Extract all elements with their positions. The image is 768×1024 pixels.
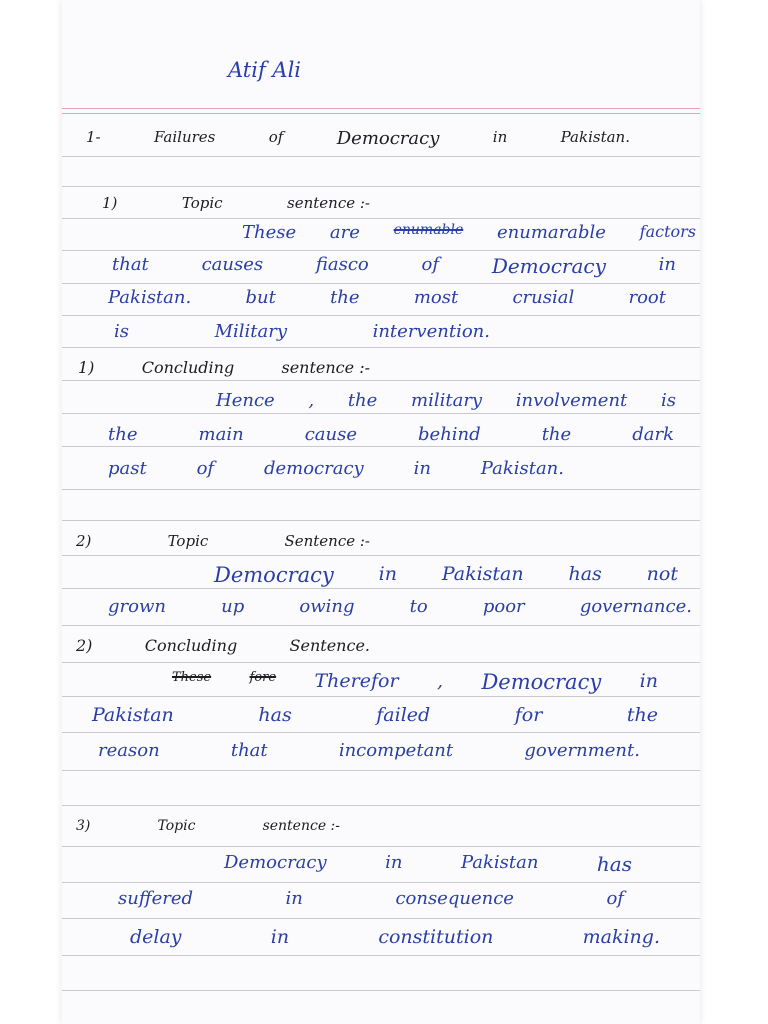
word: the [330, 287, 360, 308]
ruled-line [62, 770, 700, 771]
label-number: 2) [76, 532, 92, 550]
word: of [606, 888, 624, 909]
word: Democracy [214, 563, 334, 587]
word: but [245, 287, 276, 308]
ruled-line [62, 662, 700, 663]
header-rule [62, 108, 700, 109]
word: root [628, 287, 666, 308]
word: of [421, 254, 440, 275]
word: Pakistan [441, 563, 524, 585]
word: Pakistan. [480, 458, 564, 479]
word: that [112, 254, 149, 275]
word: causes [201, 254, 264, 275]
topic-1-line-4 [62, 321, 700, 342]
concluding-label-1 [62, 358, 700, 377]
word: government. [524, 740, 640, 761]
ruled-line [62, 186, 700, 187]
ruled-line [62, 489, 700, 490]
heading-word: Democracy [336, 128, 440, 149]
label-word: sentence :- [281, 358, 370, 377]
ruled-line [62, 315, 700, 316]
word: not [646, 563, 678, 585]
topic-label-3 [62, 818, 700, 834]
word: , [308, 390, 315, 411]
word: Democracy [224, 852, 327, 873]
ruled-line [62, 555, 700, 556]
label-word: Topic [157, 818, 196, 834]
ruled-line [62, 846, 700, 847]
word: owing [299, 596, 355, 617]
word: governance. [579, 596, 692, 617]
word: most [413, 287, 459, 308]
word: , [436, 670, 444, 692]
word: is [660, 390, 676, 411]
heading-word: in [492, 128, 508, 146]
word: in [270, 926, 290, 948]
word: the [347, 390, 378, 411]
word: Pakistan [92, 704, 174, 726]
topic-label-1 [62, 194, 700, 212]
heading-word: of [268, 128, 284, 146]
topic-label-2 [62, 532, 700, 550]
word: democracy [263, 458, 364, 479]
word: dark [632, 424, 674, 445]
essay-heading [62, 128, 700, 149]
topic-2-line-2 [62, 596, 700, 617]
word: Hence [216, 390, 275, 411]
word: fiasco [315, 254, 369, 275]
heading-number: 1- [86, 128, 101, 146]
ruled-line [62, 625, 700, 626]
word: Democracy [481, 670, 602, 694]
word: that [230, 740, 268, 761]
word: failed [376, 704, 431, 726]
word: the [108, 424, 138, 445]
word: in [285, 888, 303, 909]
label-word: Sentence. [289, 636, 370, 655]
word: making. [582, 926, 660, 948]
ruled-line [62, 520, 700, 521]
header-rule [62, 113, 700, 114]
concluding-label-2 [62, 636, 700, 655]
ruled-line [62, 218, 700, 219]
word: to [409, 596, 428, 617]
word: military [411, 390, 483, 411]
concluding-2-line-2 [62, 704, 700, 726]
topic-3-line-2 [62, 888, 700, 909]
word: involvement [515, 390, 628, 411]
ruled-line [62, 805, 700, 806]
ruled-line [62, 696, 700, 697]
word: has [258, 704, 292, 726]
heading-word: Failures [154, 128, 216, 146]
ruled-line [62, 446, 700, 447]
word: the [626, 704, 658, 726]
ruled-line [62, 882, 700, 883]
concluding-1-line-1 [62, 390, 700, 411]
word: past [108, 458, 147, 479]
topic-3-line-1 [62, 852, 700, 876]
word: poor [482, 596, 525, 617]
word: in [658, 254, 676, 275]
word: crusial [512, 287, 575, 308]
word: has [568, 563, 602, 585]
word: Pakistan. [108, 287, 192, 308]
ruled-line [62, 955, 700, 956]
topic-2-line-1 [62, 563, 700, 587]
ruled-line [62, 588, 700, 589]
word: intervention. [372, 321, 490, 342]
word: consequence [395, 888, 514, 909]
label-number: 2) [76, 636, 93, 655]
ruled-line [62, 413, 700, 414]
word: of [196, 458, 215, 479]
word: in [413, 458, 431, 479]
word: in [378, 563, 397, 585]
word: reason [98, 740, 160, 761]
word: behind [418, 424, 481, 445]
topic-1-line-2 [62, 254, 700, 278]
word: is [114, 321, 129, 342]
ruled-line [62, 732, 700, 733]
label-word: sentence :- [287, 194, 370, 212]
label-word: Concluding [141, 358, 235, 377]
concluding-1-line-3 [62, 458, 700, 479]
label-word: Topic [167, 532, 209, 550]
word: Military [214, 321, 288, 342]
word: has [596, 852, 632, 876]
label-word: sentence :- [262, 818, 340, 834]
word: the [541, 424, 572, 445]
topic-1-line-1 [62, 222, 700, 243]
word: factors [639, 222, 696, 241]
struck-word: These [172, 670, 212, 685]
notebook-page [62, 0, 700, 1024]
word: in [639, 670, 658, 692]
word: in [385, 852, 403, 873]
ruled-line [62, 990, 700, 991]
concluding-1-line-2 [62, 424, 700, 445]
label-word: Topic [181, 194, 223, 212]
author-name: Atif Ali [228, 58, 301, 82]
label-word: Concluding [144, 636, 238, 655]
ruled-line [62, 283, 700, 284]
word: delay [130, 926, 182, 948]
word: incompetant [338, 740, 454, 761]
ruled-line [62, 918, 700, 919]
word: suffered [118, 888, 194, 909]
word: constitution [378, 926, 494, 948]
label-word: Sentence :- [284, 532, 370, 550]
word: up [221, 596, 245, 617]
concluding-2-line-3 [62, 740, 700, 761]
word: cause [304, 424, 357, 445]
label-number: 1) [102, 194, 118, 212]
ruled-line [62, 156, 700, 157]
word: These [242, 222, 297, 243]
word: Therefor [314, 670, 399, 692]
label-number: 3) [76, 818, 91, 834]
word: grown [108, 596, 166, 617]
word: enumarable [497, 222, 606, 243]
word: Democracy [491, 254, 606, 278]
word: Pakistan [460, 852, 539, 873]
concluding-2-line-1 [62, 670, 700, 694]
ruled-line [62, 250, 700, 251]
ruled-line [62, 380, 700, 381]
heading-word: Pakistan. [560, 128, 630, 146]
ruled-line [62, 347, 700, 348]
word: for [514, 704, 543, 726]
struck-word: enumable [393, 222, 464, 238]
struck-word: fore [249, 670, 277, 685]
topic-3-line-3 [62, 926, 700, 948]
word: are [329, 222, 360, 243]
word: main [198, 424, 244, 445]
label-number: 1) [78, 358, 95, 377]
topic-1-line-3 [62, 287, 700, 308]
